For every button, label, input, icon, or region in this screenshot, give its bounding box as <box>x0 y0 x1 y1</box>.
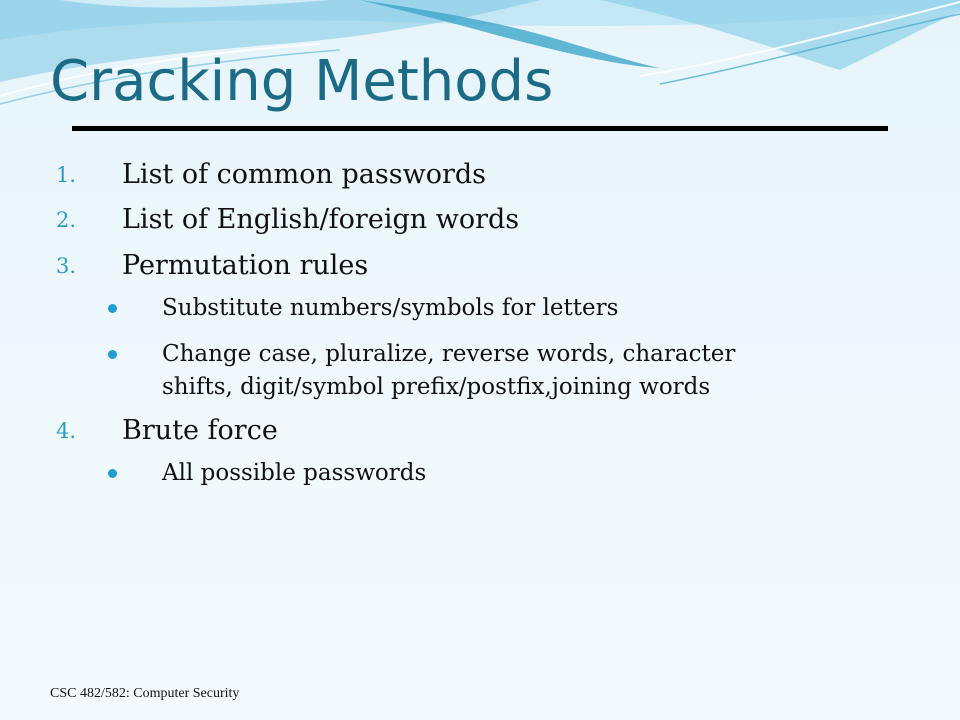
list-item-text: Brute force <box>122 415 278 446</box>
list-number: 1. <box>56 163 77 187</box>
bullet-dot-icon <box>108 304 117 313</box>
title-underline <box>72 126 888 131</box>
list-number: 4. <box>56 419 77 443</box>
list-item-text: List of English/foreign words <box>122 204 520 235</box>
sub-item-text: Substitute numbers/symbols for letters <box>162 295 619 321</box>
list-item-text: Permutation rules <box>122 250 369 281</box>
list-number: 2. <box>56 208 77 232</box>
slide-title: Cracking Methods <box>50 49 554 114</box>
sub-item-text: All possible passwords <box>162 460 427 486</box>
bullet-dot-icon <box>108 350 117 359</box>
slide-footer: CSC 482/582: Computer Security <box>50 686 240 701</box>
sub-item-text-continued: shifts, digit/symbol prefix/postfix,joining words <box>162 374 711 400</box>
list-item-text: List of common passwords <box>122 159 486 190</box>
bullet-dot-icon <box>108 469 117 478</box>
sub-item-text: Change case, pluralize, reverse words, character <box>162 341 736 367</box>
list-number: 3. <box>56 254 77 278</box>
